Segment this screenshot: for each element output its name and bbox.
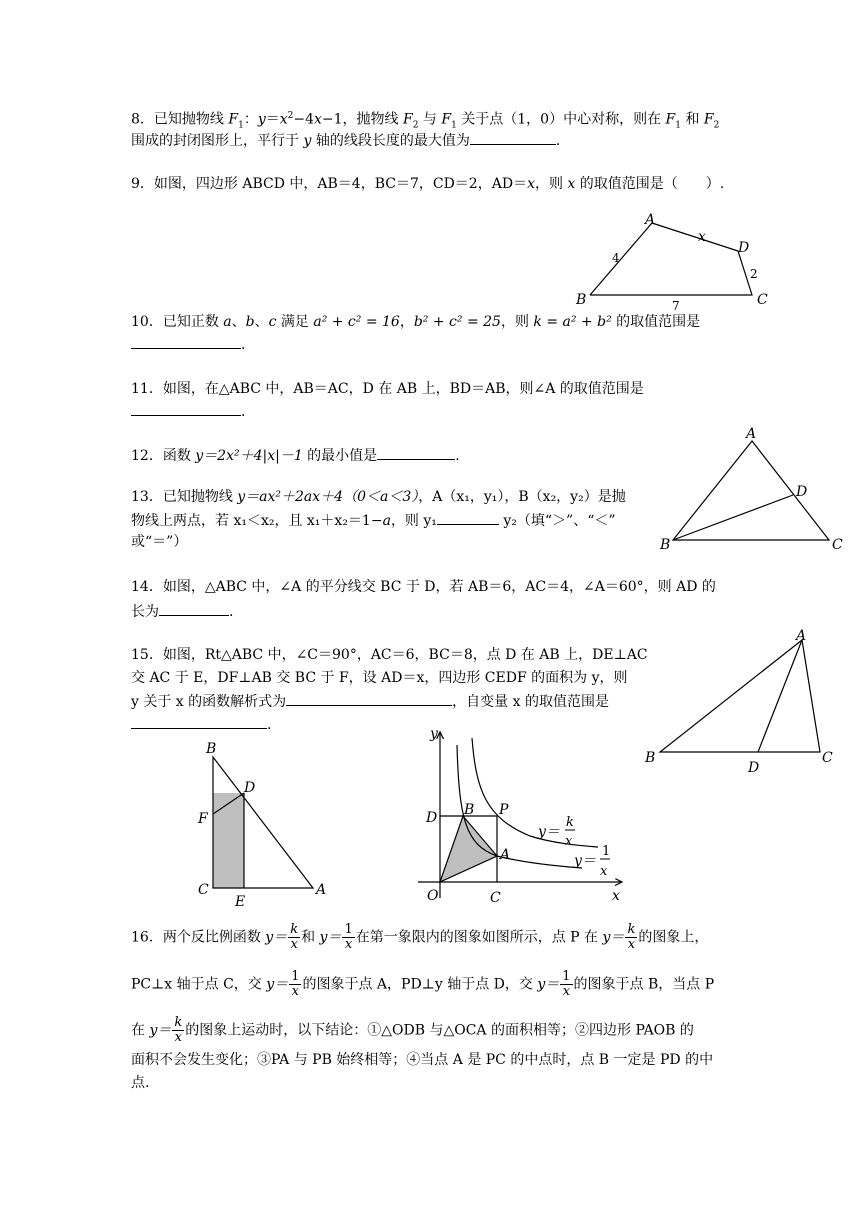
q15-line3: y 关于 x 的函数解析式为 ，自变量 x 的取值范围是	[131, 691, 609, 712]
q15-line4: .	[131, 714, 271, 735]
q15-label-A: A	[316, 882, 327, 898]
graph-label-P: P	[499, 802, 509, 818]
q15-label-D: D	[244, 780, 256, 796]
curve-k-label-den: x	[565, 834, 573, 849]
q14-label-C: C	[822, 750, 833, 766]
q15-line2: 交 AC 于 E，DF⊥AB 交 BC 于 F，设 AD＝x，四边形 CEDF 的面积为 y，则	[131, 670, 628, 686]
graph-label-x: x	[612, 888, 620, 904]
q10-line1: 10．已知正数 a、b、c 满足 a² + c² = 16，b² + c² = 25，则 k = a² + b² 的取值范围是	[131, 314, 701, 330]
q14-line2: 长为 .	[131, 601, 233, 622]
q8-line1: 8．已知抛物线 $F_1$：$y=x^2-4x-1$，抛物线 $F_2$ 与 $F_1$ 关于点（1，0）中心对称，则在 $F_1$ 和 $F_2$	[131, 111, 720, 131]
graph-label-D: D	[426, 810, 438, 826]
q15-label-E: E	[235, 894, 246, 910]
q16-line5: 点.	[131, 1075, 150, 1091]
q9-label-x: x	[698, 229, 706, 245]
q16-line2: PC⊥x 轴于点 C，交 y＝ $\frac{1}{x}$ 的图象于点 A，PD⊥y 轴于点 D，交 y＝ $\frac{1}{x}$ 的图象于点 B，当点 P	[131, 969, 715, 999]
q14-label-B: B	[645, 750, 656, 766]
q14-label-A: A	[796, 628, 807, 644]
q11-line2: .	[131, 401, 245, 422]
q11-label-B: B	[660, 537, 671, 553]
q16-line4: 面积不会发生变化；③PA 与 PB 始终相等；④当点 A 是 PC 的中点时，点 B 一定是 PD 的中	[131, 1052, 714, 1068]
q9-label-bc: 7	[672, 299, 680, 313]
q12-line: 12．函数 y＝2x²＋4|x|－1 的最小值是 .	[131, 445, 460, 466]
curve-k-label-prefix: y＝	[538, 824, 560, 840]
q9-label-B: B	[576, 292, 587, 308]
curve-k-label-num: k	[566, 815, 574, 830]
q9-text: 9．如图，四边形 ABCD 中，AB＝4，BC＝7，CD＝2，AD＝x，则 x 的取值范围是（ ）.	[131, 176, 725, 192]
q15-line1: 15．如图，Rt△ABC 中，∠C＝90°，AC＝6，BC＝8，点 D 在 AB 上，DE⊥AC	[131, 647, 648, 663]
graph-label-O: O	[427, 888, 439, 904]
q10-line2: .	[131, 334, 245, 355]
q9-label-C: C	[757, 292, 768, 308]
graph-label-C: C	[490, 890, 501, 906]
q9-label-cd: 2	[750, 267, 758, 281]
q11-label-D: D	[796, 484, 808, 500]
q15-label-C: C	[198, 882, 209, 898]
q15-label-F: F	[198, 811, 208, 827]
q9-label-D: D	[738, 240, 750, 256]
q14-label-D: D	[748, 760, 760, 776]
graph-label-y: y	[430, 726, 438, 742]
q11-label-C: C	[832, 537, 843, 553]
q11-line1: 11．如图，在△ABC 中，AB＝AC，D 在 AB 上，BD＝AB，则∠A 的取值范围是	[131, 381, 644, 397]
q9-label-ab: 4	[612, 251, 620, 265]
q16-line1: 16．两个反比例函数 y＝ $\frac{k}{x}$ 和 y＝ $\frac{1}{x}$ 在第一象限内的图象如图所示，点 P 在 y＝ $\frac{k}{x}$ 的图象上，	[131, 922, 709, 952]
graph-label-B: B	[464, 802, 475, 818]
q14-line1: 14．如图，△ABC 中，∠A 的平分线交 BC 于 D，若 AB＝6，AC＝4，∠A＝60°，则 AD 的	[131, 579, 716, 595]
q13-line1: 13．已知抛物线 y＝ax²＋2ax＋4（0＜a＜3），A（x₁，y₁），B（x₂，y₂）是抛	[131, 489, 626, 505]
q16-line3: 在 y＝ $\frac{k}{x}$ 的图象上运动时，以下结论：①△ODB 与△OCA 的面积相等；②四边形 PAOB 的	[131, 1015, 694, 1045]
q9-label-A: A	[645, 212, 656, 228]
graph-label-A: A	[500, 847, 511, 863]
q8-line2: 围成的封闭图形上，平行于 y 轴的线段长度的最大值为 .	[131, 130, 560, 151]
curve-1-label-prefix: y＝	[574, 853, 596, 869]
q15-label-B: B	[206, 741, 217, 757]
q11-label-A: A	[746, 426, 757, 442]
curve-1-label-den: x	[600, 864, 608, 879]
curve-1-label-num: 1	[602, 844, 611, 859]
q13-line3: 或“＝”）	[131, 534, 188, 550]
q13-line2: 物线上两点，若 x₁＜x₂，且 x₁＋x₂＝1−a，则 y₁ y₂（填“＞”、“＜”	[131, 510, 616, 531]
